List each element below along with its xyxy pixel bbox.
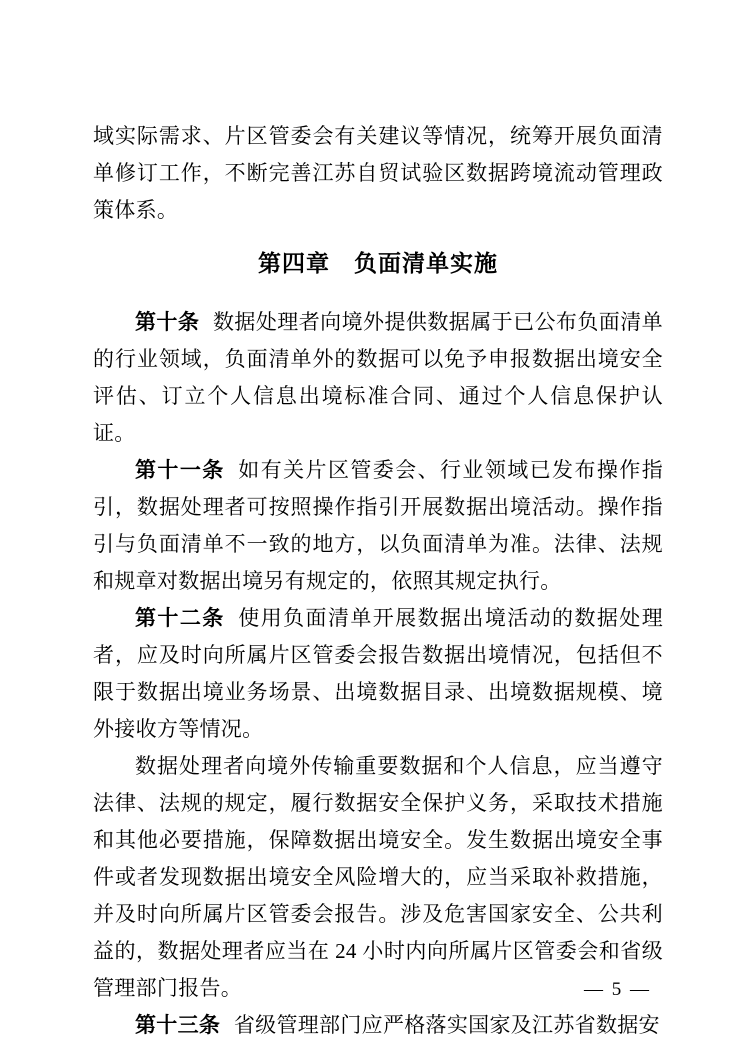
article-12-text: 使用负面清单开展数据出境活动的数据处理者，应及时向所属片区管委会报告数据出境情况，包括但不限于数据出境业务场景、出境数据目录、出境数据规模、境外接收方等情况。 bbox=[93, 606, 664, 741]
article-10-paragraph bbox=[93, 304, 663, 452]
page-number: — 5 — bbox=[584, 979, 651, 1000]
article-11-text: 如有关片区管委会、行业领域已发布操作指引，数据处理者可按照操作指引开展数据出境活动。操作指引与负面清单不一致的地方，以负面清单为准。法律、法规和规章对数据出境另有规定的，依照其规定执行。 bbox=[93, 458, 664, 593]
article-12-label: 第十二条 bbox=[135, 607, 225, 630]
article-10-label: 第十条 bbox=[135, 311, 200, 334]
article-12-paragraph bbox=[93, 600, 663, 748]
chapter-heading: 第四章 负面清单实施 bbox=[258, 250, 498, 276]
article-10-text: 数据处理者向境外提供数据属于已公布负面清单的行业领域，负面清单外的数据可以免予申报数据出境安全评估、订立个人信息出境标准合同、通过个人信息保护认证。 bbox=[93, 310, 663, 445]
article-13-text: 省级管理部门应严格落实国家及江苏省数据安 bbox=[233, 1013, 660, 1037]
article-13-paragraph bbox=[93, 1007, 663, 1044]
continuation-paragraph: 域实际需求、片区管委会有关建议等情况，统筹开展负面清单修订工作，不断完善江苏自贸试验区数据跨境流动管理政策体系。 bbox=[93, 124, 663, 222]
article-11-label: 第十一条 bbox=[135, 459, 225, 482]
page-body bbox=[93, 118, 663, 1044]
article-11-paragraph bbox=[93, 452, 663, 600]
article-13-label: 第十三条 bbox=[135, 1014, 221, 1037]
data-transfer-obligations-paragraph bbox=[93, 748, 663, 1007]
data-transfer-obligations-text: 数据处理者向境外传输重要数据和个人信息，应当遵守法律、法规的规定，履行数据安全保护义务，采取技术措施和其他必要措施，保障数据出境安全。发生数据出境安全事件或者发现数据出境安全风险增大的，应当采取补救措施，并及时向所属片区管委会报告。涉及危害国家安全、公共利益的，数据处理者应当在 24 小时内向所属片区管委会和省级管理部门报告。 bbox=[93, 754, 663, 1000]
